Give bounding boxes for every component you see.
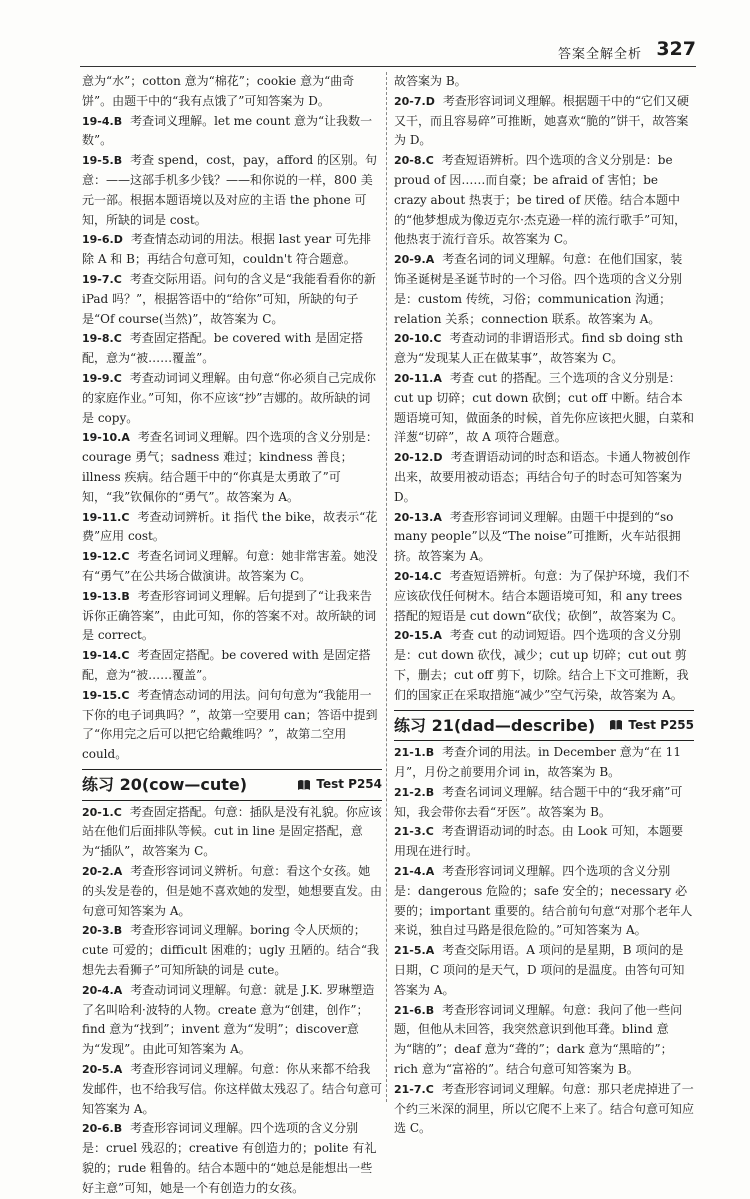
section-title: 练习 21(dad—describe) [394, 715, 596, 735]
answer-label: 20-8.C [394, 154, 434, 168]
answer-entry [82, 686, 382, 765]
answer-explanation: 考查 spend，cost，pay，afford 的区别。句意：——这部手机多少钱？——和你说的一样，800 美元一部。根据本题语境以及对应的主语 the phone 可知，所缺的词是 cost。 [82, 153, 377, 227]
answer-explanation: 考查固定搭配。句意：插队是没有礼貌。你应该站在他们后面排队等候。cut in line 是固定搭配，意为“插队”，故答案为 C。 [82, 804, 382, 859]
answer-entry [394, 508, 694, 567]
header-rule [80, 66, 696, 67]
answer-entry [394, 822, 694, 862]
answer-entry [394, 1080, 694, 1139]
answer-explanation: 考查 cut 的动词短语。四个选项的含义分别是：cut down 砍伐，减少；cut up 切碎；cut out 剪下，删去；cut off 剪下，切除。结合上下文可推断，我们的国家正在采取措施“减少”空气污染，故答案为 A。 [394, 628, 689, 702]
section-heading [82, 769, 382, 801]
answer-entry [394, 783, 694, 823]
answer-explanation: 考查动词的非谓语形式。find sb doing sth 意为“发现某人正在做某事”，故答案为 C。 [394, 331, 683, 366]
answer-explanation: 考查形容词词义理解。四个选项的含义分别是：cruel 残忍的；creative 有创造力的；polite 有礼貌的；rude 粗鲁的。结合本题中的“她总是能想出一些好主意”可知，她是一个有创造力的女孩。 [82, 1121, 377, 1195]
answer-entry [82, 428, 382, 507]
answer-label: 20-13.A [394, 510, 442, 524]
answer-label: 19-8.C [82, 332, 122, 346]
answer-entry [394, 92, 694, 151]
answer-explanation: 考查形容词词义辨析。句意：看这个女孩。她的头发是卷的，但是她不喜欢她的发型，她想要直发。由句意可知答案为 A。 [82, 864, 383, 918]
answer-explanation: 考查名词词义理解。四个选项的含义分别是：courage 勇气；sadness 难过；kindness 善良；illness 疾病。结合题干中的“你真是太勇敢了”可知，“我”钦佩你的“勇气”。故答案为 A。 [82, 430, 378, 504]
answer-entry [82, 508, 382, 548]
answer-entry [82, 587, 382, 646]
answer-entry [82, 646, 382, 686]
answer-label: 20-12.D [394, 451, 443, 465]
answer-explanation: 考查固定搭配。be covered with 是固定搭配，意为“被……覆盖”。 [82, 648, 371, 682]
answer-explanation: 考查介词的用法。in December 意为“在 11 月”，月份之前要用介词 in，故答案为 B。 [394, 745, 681, 780]
answer-entry [82, 329, 382, 369]
answer-label: 19-7.C [82, 272, 122, 286]
answer-label: 19-6.D [82, 233, 123, 247]
left-column [82, 72, 382, 1199]
answer-explanation: 考查形容词词义理解。句意：那只老虎掉进了一个约三米深的洞里，所以它爬不上来了。结合句意可知应选 C。 [394, 1081, 695, 1136]
answer-label: 20-6.B [82, 1122, 123, 1136]
answer-label: 19-11.C [82, 510, 130, 524]
answer-entry [394, 941, 694, 1000]
answer-explanation: 考查名词词义理解。结合题干中的“我牙痛”可知，我会带你去看“牙医”。故答案为 B。 [394, 784, 683, 819]
answer-label: 20-3.B [82, 924, 123, 938]
continued-paragraph: 意为“水”；cotton 意为“棉花”；cookie 意为“曲奇饼”。由题干中的“我有点饿了”可知答案为 D。 [82, 74, 355, 108]
answer-entry [82, 1060, 382, 1119]
page-header [0, 0, 750, 70]
answer-label: 20-2.A [82, 865, 123, 879]
answer-label: 19-5.B [82, 154, 123, 168]
answer-label: 21-2.B [394, 785, 435, 799]
answer-label: 21-1.B [394, 746, 435, 760]
answer-label: 19-13.B [82, 589, 130, 603]
answer-entry [394, 329, 694, 369]
answer-entry [394, 369, 694, 448]
answer-label: 20-5.A [82, 1063, 123, 1077]
test-page-label: Test P255 [628, 717, 694, 732]
answer-explanation: 考查 cut 的搭配。三个选项的含义分别是：cut up 切碎；cut down 砍倒；cut off 中断。结合本题语境可知，做面条的时候，首先你应该把火腿，白菜和洋葱“切碎”，故 A 项符合题意。 [394, 370, 695, 445]
answer-label: 20-10.C [394, 332, 442, 346]
page-number: 327 [656, 38, 696, 60]
answer-entry [82, 803, 382, 862]
answer-explanation: 考查形容词词义理解。根据题干中的“它们又硬又干，而且容易碎”可推断，她喜欢“脆的”饼干，故答案为 D。 [394, 93, 689, 148]
answer-entry [82, 547, 382, 587]
answer-entry [394, 862, 694, 941]
book-icon [609, 719, 623, 731]
answer-label: 20-9.A [394, 253, 435, 267]
answer-explanation: 考查情态动词的用法。根据 last year 可先排除 A 和 B；再结合句意可知，couldn't 符合题意。 [82, 232, 372, 267]
answer-label: 19-4.B [82, 114, 123, 128]
answer-label: 21-4.A [394, 865, 435, 879]
answer-explanation: 考查形容词词义理解。句意：你从来都不给我发邮件，也不给我写信。你这样做太残忍了。结合句意可知答案为 A。 [82, 1062, 383, 1116]
test-reference [297, 775, 382, 795]
answer-label: 21-5.A [394, 944, 435, 958]
answer-label: 20-1.C [82, 805, 122, 819]
answer-explanation: 考查形容词词义理解。四个选项的含义分别是：dangerous 危险的；safe 安全的；necessary 必要的；important 重要的。结合前句句意“对那个老年人来说，独自过马路是很危险的。”可知答案为 A。 [394, 864, 693, 938]
answer-explanation: 考查交际用语。A 项问的是星期，B 项问的是日期，C 项问的是天气，D 项问的是温度。由答句可知答案为 A。 [394, 943, 685, 997]
answer-explanation: 考查动词词义理解。句意：就是 J.K. 罗琳塑造了名叫哈利·波特的人物。create 意为“创建，创作”；find 意为“找到”；invent 意为“发明”；discover意为“发现”。由此可知答案为 A。 [82, 982, 375, 1057]
answer-label: 19-10.A [82, 431, 130, 445]
answer-explanation: 考查短语辨析。句意：为了保护环境，我们不应该砍伐任何树木。结合本题语境可知，和 any trees 搭配的短语是 cut down“砍伐；砍倒”，故答案为 C。 [394, 568, 690, 623]
answer-explanation: 考查名词词义理解。句意：她非常害羞。她没有“勇气”在公共场合做演讲。故答案为 C。 [82, 549, 378, 583]
answer-label: 20-4.A [82, 983, 123, 997]
answer-explanation: 考查交际用语。问句的含义是“我能看看你的新 iPad 吗？”，根据答语中的“给你”可知，所缺的句子是“Of course(当然)”，故答案为 C。 [82, 271, 376, 326]
answer-entry [82, 369, 382, 428]
test-page-label: Test P254 [316, 776, 382, 791]
answer-entry [82, 921, 382, 980]
continued-text [82, 72, 382, 112]
answer-entry [394, 626, 694, 705]
answer-label: 19-9.C [82, 371, 122, 385]
answer-label: 21-6.B [394, 1003, 435, 1017]
answer-explanation: 考查形容词词义理解。boring 令人厌烦的；cute 可爱的；difficult 困难的；ugly 丑陋的。结合“我想先去看狮子”可知所缺的词是 cute。 [82, 923, 379, 978]
section-heading [394, 710, 694, 742]
answer-entry [82, 862, 382, 921]
answer-explanation: 考查词义理解。let me count 意为“让我数一数”。 [82, 113, 373, 148]
answer-explanation: 考查动词辨析。it 指代 the bike，故表示“花费”应用 cost。 [82, 509, 378, 544]
answer-entry [394, 567, 694, 626]
header-title: 答案全解全析 [557, 47, 642, 62]
answer-entry [82, 981, 382, 1060]
answer-entry [82, 112, 382, 152]
answer-label: 19-15.C [82, 688, 130, 702]
answer-explanation: 考查形容词词义理解。后句提到了“让我来告诉你正确答案”，由此可知，你的答案不对。故所缺的词是 correct。 [82, 588, 377, 643]
answer-label: 21-7.C [394, 1082, 434, 1096]
right-column [394, 72, 694, 1139]
continued-paragraph: 故答案为 B。 [394, 74, 467, 88]
column-divider [386, 72, 387, 1102]
answer-label: 21-3.C [394, 825, 434, 839]
answer-explanation: 考查固定搭配。be covered with 是固定搭配，意为“被……覆盖”。 [82, 331, 364, 366]
answer-explanation: 考查形容词词义理解。句意：我问了他一些问题，但他从未回答，我突然意识到他耳聋。blind 意为“瞎的”；deaf 意为“聋的”；dark 意为“黑暗的”；rich 意为“富裕的”。结合句意可知答案为 B。 [394, 1002, 683, 1077]
answer-entry [82, 230, 382, 270]
book-icon [297, 779, 311, 791]
answer-label: 19-12.C [82, 550, 130, 564]
answer-explanation: 考查形容词词义理解。由题干中提到的“so many people”以及“The noise”可推断，火车站很拥挤。故答案为 A。 [394, 509, 681, 564]
section-title: 练习 20(cow—cute) [82, 774, 248, 794]
answer-entry [394, 250, 694, 329]
answer-label: 20-11.A [394, 371, 442, 385]
answer-explanation: 考查短语辨析。四个选项的含义分别是：be proud of 因……而自豪；be afraid of 害怕；be crazy about 热衷于；be tired of 厌倦。结合本题中的“他梦想成为像迈克尔·杰克逊一样的流行歌手”可知，他热衷于流行音乐。故答案为 C。 [394, 153, 687, 247]
answer-explanation: 考查动词词义理解。由句意“你必须自己完成你的家庭作业。”可知，你不应该“抄”吉娜的。故所缺的词是 copy。 [82, 370, 376, 425]
answer-entry [394, 151, 694, 250]
answer-entry [394, 1001, 694, 1080]
answer-entry [394, 448, 694, 507]
answer-explanation: 考查谓语动词的时态和语态。卡通人物被创作出来，故要用被动语态；再结合句子的时态可知答案为 D。 [394, 450, 691, 504]
answer-label: 20-15.A [394, 629, 442, 643]
continued-text [394, 72, 694, 92]
answer-entry [82, 151, 382, 230]
answer-explanation: 考查名词的词义理解。句意：在他们国家，装饰圣诞树是圣诞节时的一个习俗。四个选项的含义分别是：custom 传统，习俗；communication 沟通；relation 关系；connection 联系。故答案为 A。 [394, 252, 683, 326]
answer-label: 20-14.C [394, 569, 442, 583]
answer-entry [82, 270, 382, 329]
answer-explanation: 考查谓语动词的时态。由 Look 可知，本题要用现在进行时。 [394, 824, 684, 859]
answer-explanation: 考查情态动词的用法。问句句意为“我能用一下你的电子词典吗？”，故第一空要用 can；答语中提到了“你用完之后可以把它给戴维吗？”，故第二空用 could。 [82, 687, 378, 762]
test-reference [609, 716, 694, 736]
answer-entry [394, 743, 694, 783]
answer-entry [82, 1119, 382, 1198]
answer-label: 19-14.C [82, 649, 130, 663]
answer-label: 20-7.D [394, 94, 435, 108]
